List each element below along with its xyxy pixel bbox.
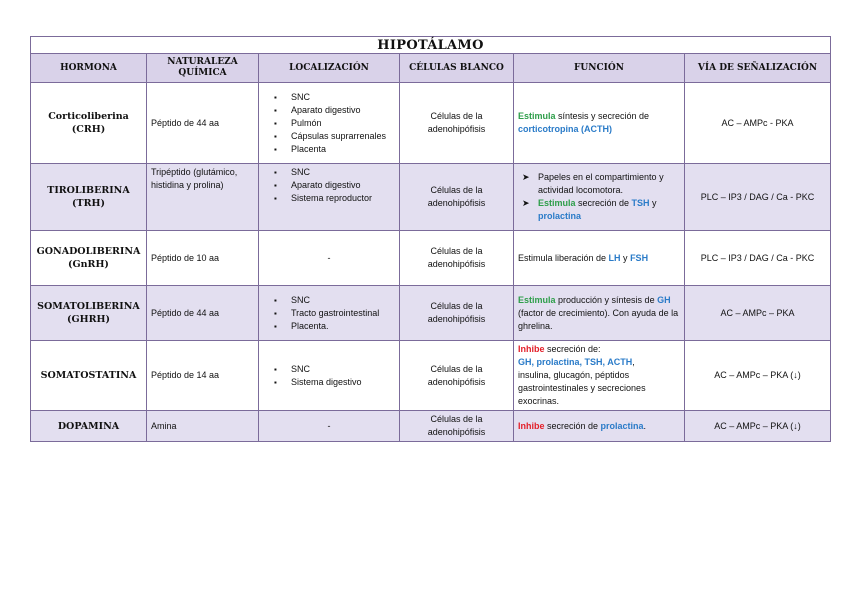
chemical-nature: Amina bbox=[147, 411, 259, 442]
location-item: ▪ Sistema reproductor bbox=[291, 192, 395, 205]
function-cell bbox=[514, 231, 685, 286]
location-item: ▪ SNC bbox=[291, 166, 395, 179]
location-cell bbox=[259, 341, 400, 411]
location-item: ▪ Tracto gastrointestinal bbox=[291, 307, 395, 320]
table-title: HIPOTÁLAMO bbox=[31, 37, 831, 54]
header-naturaleza: NATURALEZA QUÍMICA bbox=[147, 54, 259, 83]
stimulates-text: Estimula bbox=[518, 294, 556, 305]
hormone-ref: TSH bbox=[631, 198, 650, 208]
table-row bbox=[31, 411, 831, 442]
function-item bbox=[538, 197, 680, 223]
header-localizacion: LOCALIZACIÓN bbox=[259, 54, 400, 83]
location-cell bbox=[259, 164, 400, 231]
hormone-ref: prolactina bbox=[538, 211, 582, 221]
hormone-ref: prolactina bbox=[536, 357, 580, 367]
location-item: ▪ Aparato digestivo bbox=[291, 179, 395, 192]
function-cell bbox=[514, 341, 685, 411]
function-sep: , bbox=[602, 357, 608, 367]
hormone-ref: corticotropina (ACTH) bbox=[518, 124, 612, 134]
hormone-name: SOMATOLIBERINA (GHRH) bbox=[31, 286, 147, 341]
chemical-nature: Péptido de 44 aa bbox=[147, 83, 259, 164]
hormone-ref: LH bbox=[608, 252, 621, 263]
function-cell bbox=[514, 83, 685, 164]
location-item: ▪ Placenta bbox=[291, 143, 395, 156]
function-text: Estimula liberación de bbox=[518, 252, 609, 263]
table-row bbox=[31, 341, 831, 411]
target-cells: Células de la adenohipófisis bbox=[400, 83, 514, 164]
function-cell bbox=[514, 411, 685, 442]
table-row bbox=[31, 164, 831, 231]
hormone-name: Corticoliberina (CRH) bbox=[31, 83, 147, 164]
function-sep: , bbox=[579, 357, 585, 367]
location-cell bbox=[259, 83, 400, 164]
function-item: ➤ Papeles en el compartimiento y actividad locomotora. bbox=[538, 171, 680, 197]
hormone-ref: FSH bbox=[630, 252, 649, 263]
location-item: ▪ SNC bbox=[291, 91, 395, 104]
target-cells: Células de la adenohipófisis bbox=[400, 164, 514, 231]
location-item: ▪ SNC bbox=[291, 294, 395, 307]
location-item: ▪ SNC bbox=[291, 363, 395, 376]
hormone-ref: GH bbox=[657, 294, 671, 305]
location-item: ▪ Aparato digestivo bbox=[291, 104, 395, 117]
hormone-name: DOPAMINA bbox=[31, 411, 147, 442]
location-cell bbox=[259, 286, 400, 341]
hormone-name: TIROLIBERINA (TRH) bbox=[31, 164, 147, 231]
location-cell: - bbox=[259, 411, 400, 442]
inhibits-text: Inhibe bbox=[518, 344, 545, 354]
table-row bbox=[31, 83, 831, 164]
signaling-path: AC – AMPc – PKA (↓) bbox=[685, 341, 831, 411]
function-text: secreción de: bbox=[544, 344, 601, 354]
function-text: y bbox=[649, 198, 657, 208]
function-sep: , bbox=[531, 357, 537, 367]
function-text: secreción de bbox=[544, 420, 601, 431]
signaling-path: PLC – IP3 / DAG / Ca - PKC bbox=[685, 231, 831, 286]
stimulates-text: Estimula bbox=[518, 111, 556, 121]
chemical-nature: Péptido de 10 aa bbox=[147, 231, 259, 286]
chemical-nature: Péptido de 44 aa bbox=[147, 286, 259, 341]
inhibits-text: Inhibe bbox=[518, 420, 545, 431]
hormone-ref: prolactina bbox=[600, 420, 644, 431]
header-funcion: FUNCIÓN bbox=[514, 54, 685, 83]
chemical-nature: Péptido de 14 aa bbox=[147, 341, 259, 411]
function-text: producción y síntesis de bbox=[555, 294, 658, 305]
target-cells: Células de la adenohipófisis bbox=[400, 411, 514, 442]
function-text: . bbox=[643, 420, 647, 431]
hormone-ref: ACTH bbox=[607, 357, 633, 367]
location-item: ▪ Cápsulas suprarrenales bbox=[291, 130, 395, 143]
stimulates-text: Estimula bbox=[538, 198, 576, 208]
location-item: ▪ Placenta. bbox=[291, 320, 395, 333]
hormone-ref: TSH bbox=[584, 357, 603, 367]
function-text: síntesis y secreción de bbox=[555, 111, 650, 121]
location-item: ▪ Pulmón bbox=[291, 117, 395, 130]
signaling-path: PLC – IP3 / DAG / Ca - PKC bbox=[685, 164, 831, 231]
location-cell: - bbox=[259, 231, 400, 286]
target-cells: Células de la adenohipófisis bbox=[400, 341, 514, 411]
header-hormona: HORMONA bbox=[31, 54, 147, 83]
location-item: ▪ Sistema digestivo bbox=[291, 376, 395, 389]
signaling-path: AC – AMPc – PKA bbox=[685, 286, 831, 341]
hormone-name: GONADOLIBERINA (GnRH) bbox=[31, 231, 147, 286]
hypothalamus-hormone-table bbox=[30, 36, 830, 442]
chemical-nature: Tripéptido (glutámico, histidina y prolina) bbox=[147, 164, 259, 231]
target-cells: Células de la adenohipófisis bbox=[400, 231, 514, 286]
signaling-path: AC – AMPc – PKA (↓) bbox=[685, 411, 831, 442]
function-cell bbox=[514, 164, 685, 231]
signaling-path: AC – AMPc - PKA bbox=[685, 83, 831, 164]
function-cell bbox=[514, 286, 685, 341]
function-sep: , bbox=[632, 357, 635, 367]
table-row bbox=[31, 286, 831, 341]
function-text: y bbox=[620, 252, 631, 263]
header-celulas: CÉLULAS BLANCO bbox=[400, 54, 514, 83]
function-text: secreción de bbox=[575, 198, 632, 208]
table-row bbox=[31, 231, 831, 286]
hormone-ref: GH bbox=[518, 357, 532, 367]
hormone-name: SOMATOSTATINA bbox=[31, 341, 147, 411]
target-cells: Células de la adenohipófisis bbox=[400, 286, 514, 341]
header-via: VÍA DE SEÑALIZACIÓN bbox=[685, 54, 831, 83]
function-text: (factor de crecimiento). Con ayuda de la ghrelina. bbox=[518, 307, 679, 331]
function-text: insulina, glucagón, péptidos gastrointestinales y secreciones exocrinas. bbox=[518, 370, 646, 406]
